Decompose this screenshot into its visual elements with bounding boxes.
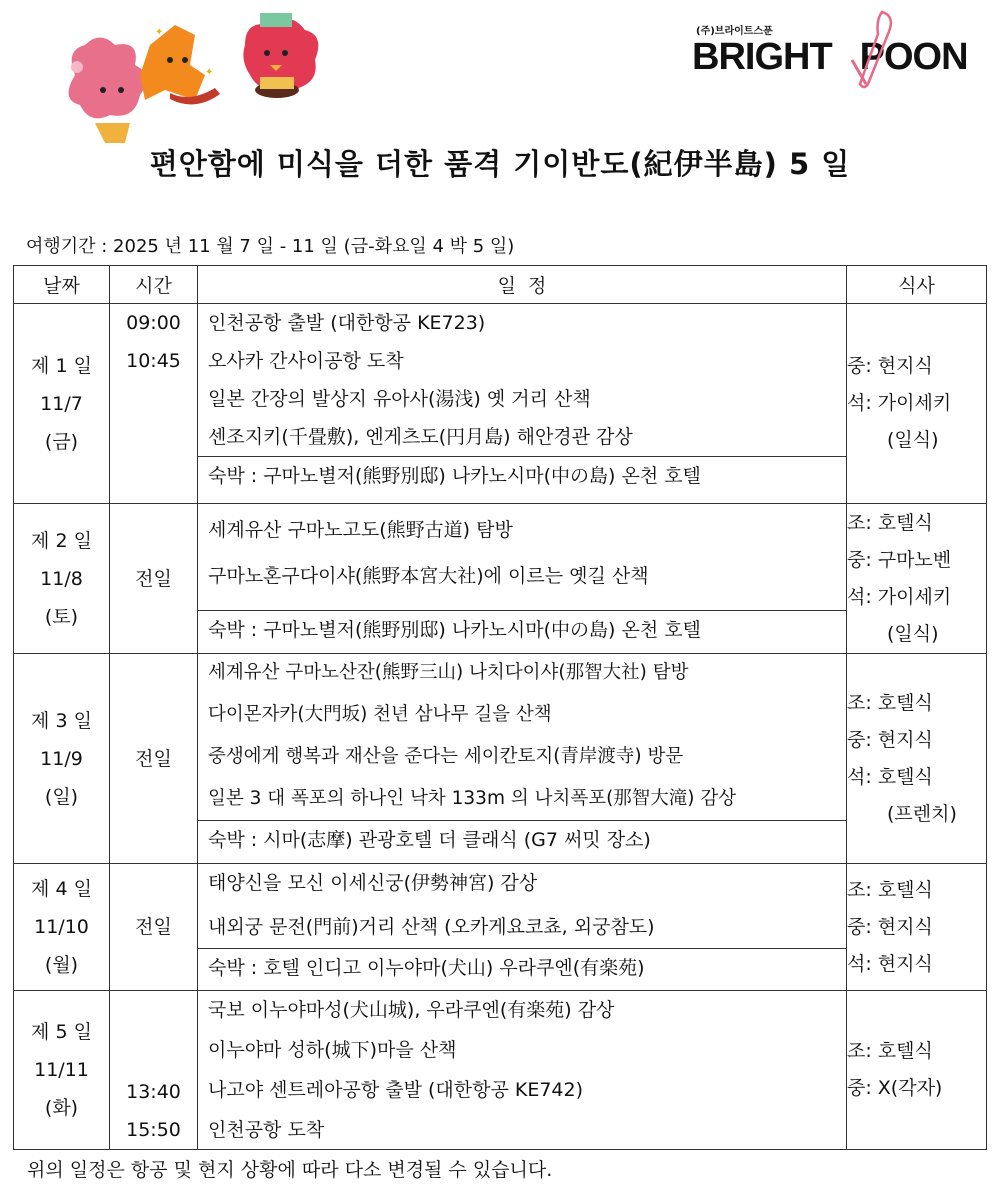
time-cell: 전일 bbox=[110, 504, 198, 654]
schedule-item: 인천공항 출발 (대한항공 KE723) bbox=[208, 312, 486, 334]
day-weekday: (토) bbox=[44, 605, 79, 628]
schedule-item: 국보 이누야마성(犬山城), 우라쿠엔(有楽苑) 감상 bbox=[208, 999, 615, 1021]
brand-small-text: (주)브라이트스푼 bbox=[696, 26, 773, 37]
day-label: 제 2 일 bbox=[31, 529, 92, 552]
meal-item: (프렌치) bbox=[887, 802, 957, 825]
schedule-item: 태양신을 모신 이세신궁(伊勢神宮) 감상 bbox=[208, 872, 538, 894]
schedule-item: 세계유산 구마노산잔(熊野三山) 나치다이샤(那智大社) 탐방 bbox=[208, 662, 689, 683]
meal-item: 조: 호텔식 bbox=[847, 691, 933, 714]
meal-cell bbox=[847, 991, 987, 1150]
day-label: 제 3 일 bbox=[31, 709, 92, 732]
meal-cell bbox=[847, 304, 987, 504]
day-cell bbox=[14, 504, 110, 654]
day-cell bbox=[14, 654, 110, 864]
schedule-cell bbox=[198, 504, 847, 654]
svg-text:✦: ✦ bbox=[205, 67, 214, 78]
schedule-cell bbox=[198, 864, 847, 991]
schedule-item: 구마노혼구다이샤(熊野本宮大社)에 이르는 옛길 산책 bbox=[208, 565, 649, 587]
time-cell: 전일 bbox=[110, 864, 198, 991]
page-title: 편안함에 미식을 더한 품격 기이반도(紀伊半島) 5 일 bbox=[149, 147, 851, 181]
travel-period: 여행기간 : 2025 년 11 월 7 일 - 11 일 (금-화요일 4 박 5 일) bbox=[26, 236, 515, 257]
brand-logo bbox=[692, 10, 968, 90]
schedule-item: 나고야 센트레아공항 출발 (대한항공 KE742) bbox=[208, 1079, 584, 1101]
meal-item: 중: 구마노벤 bbox=[847, 548, 952, 571]
schedule-cell bbox=[198, 304, 847, 504]
table-row bbox=[14, 654, 987, 864]
brand-name-right: POON bbox=[859, 36, 968, 78]
schedule-item: 센조지키(千畳敷), 엔게츠도(円月島) 해안경관 감상 bbox=[208, 426, 633, 448]
meal-item: 석: 현지식 bbox=[847, 952, 933, 975]
meal-item: 중: 현지식 bbox=[847, 728, 933, 751]
table-row bbox=[14, 304, 987, 504]
meal-item: 중: 현지식 bbox=[847, 915, 933, 938]
lodging: 숙박 : 호텔 인디고 이누야마(犬山) 우라쿠엔(有楽苑) bbox=[198, 948, 846, 989]
time-value: 09:00 bbox=[126, 312, 181, 334]
day-date: 11/8 bbox=[40, 567, 83, 590]
time-value: 15:50 bbox=[126, 1119, 181, 1141]
meal-item: 조: 호텔식 bbox=[847, 511, 933, 534]
svg-text:✦: ✦ bbox=[155, 27, 164, 38]
day-cell bbox=[14, 304, 110, 504]
red-mascot bbox=[243, 13, 318, 98]
schedule-item: 다이몬자카(大門坂) 천년 삼나무 길을 산책 bbox=[208, 704, 552, 725]
lodging: 숙박 : 구마노별저(熊野別邸) 나카노시마(中の島) 온천 호텔 bbox=[198, 456, 846, 497]
day-date: 11/11 bbox=[34, 1059, 89, 1081]
schedule-item: 오사카 간사이공항 도착 bbox=[208, 350, 404, 372]
schedule-item: 이누야마 성하(城下)마을 산책 bbox=[208, 1039, 457, 1061]
header-schedule: 일 정 bbox=[198, 266, 847, 304]
orange-mascot bbox=[140, 25, 220, 104]
lodging: 숙박 : 구마노별저(熊野別邸) 나카노시마(中の島) 온천 호텔 bbox=[198, 610, 846, 651]
day-date: 11/7 bbox=[40, 392, 83, 415]
meal-item: 석: 가이세키 bbox=[847, 392, 952, 414]
day-date: 11/9 bbox=[40, 747, 83, 770]
meal-item: 조: 호텔식 bbox=[847, 878, 933, 901]
day-label: 제 5 일 bbox=[31, 1021, 92, 1043]
header-time: 시간 bbox=[110, 266, 198, 304]
time-value: 13:40 bbox=[126, 1081, 181, 1103]
meal-item: (일식) bbox=[887, 622, 939, 645]
time-cell: 전일 bbox=[110, 654, 198, 864]
spoon-icon bbox=[842, 10, 902, 90]
lodging: 숙박 : 시마(志摩) 관광호텔 더 클래식 (G7 써밋 장소) bbox=[198, 820, 846, 861]
meal-item: (일식) bbox=[887, 429, 939, 451]
mascot-illustration bbox=[55, 5, 335, 145]
meal-item: 중: 현지식 bbox=[847, 355, 933, 377]
schedule-item: 일본 간장의 발상지 유아사(湯浅) 옛 거리 산책 bbox=[208, 388, 591, 410]
time-value: 10:45 bbox=[126, 350, 181, 372]
schedule-item: 세계유산 구마노고도(熊野古道) 탐방 bbox=[208, 519, 513, 541]
table-row bbox=[14, 991, 987, 1150]
brand-name bbox=[692, 36, 968, 79]
meal-item: 중: X(각자) bbox=[847, 1077, 943, 1099]
day-weekday: (월) bbox=[44, 954, 79, 976]
header-day: 날짜 bbox=[14, 266, 110, 304]
table-header-row bbox=[14, 266, 987, 304]
meal-item: 석: 가이세키 bbox=[847, 585, 952, 608]
header-meal: 식사 bbox=[847, 266, 987, 304]
time-cell bbox=[110, 991, 198, 1150]
schedule-item: 중생에게 행복과 재산을 준다는 세이칸토지(青岸渡寺) 방문 bbox=[208, 746, 684, 767]
day-weekday: (일) bbox=[44, 785, 79, 808]
meal-cell bbox=[847, 504, 987, 654]
schedule-cell bbox=[198, 654, 847, 864]
schedule-item: 내외궁 문전(門前)거리 산책 (오카게요코쵸, 외궁참도) bbox=[208, 916, 655, 938]
day-cell bbox=[14, 991, 110, 1150]
day-cell bbox=[14, 864, 110, 991]
day-weekday: (화) bbox=[44, 1097, 79, 1119]
table-row bbox=[14, 864, 987, 991]
footnote: 위의 일정은 항공 및 현지 상황에 따라 다소 변경될 수 있습니다. bbox=[27, 1159, 553, 1181]
schedule-cell bbox=[198, 991, 847, 1150]
pink-mascot-left bbox=[69, 38, 147, 144]
table-row bbox=[14, 504, 987, 654]
brand-name-left: BRIGHT bbox=[692, 36, 832, 78]
meal-item: 석: 호텔식 bbox=[847, 765, 933, 788]
time-cell bbox=[110, 304, 198, 504]
schedule-item: 일본 3 대 폭포의 하나인 낙차 133m 의 나치폭포(那智大滝) 감상 bbox=[208, 788, 737, 809]
itinerary-table bbox=[13, 265, 987, 1150]
day-label: 제 1 일 bbox=[31, 354, 92, 377]
day-label: 제 4 일 bbox=[31, 878, 92, 900]
schedule-item: 인천공항 도착 bbox=[208, 1119, 325, 1141]
header bbox=[0, 0, 1000, 130]
meal-cell bbox=[847, 864, 987, 991]
day-date: 11/10 bbox=[34, 916, 89, 938]
meal-item: 조: 호텔식 bbox=[847, 1040, 933, 1062]
meal-cell bbox=[847, 654, 987, 864]
day-weekday: (금) bbox=[44, 430, 79, 453]
